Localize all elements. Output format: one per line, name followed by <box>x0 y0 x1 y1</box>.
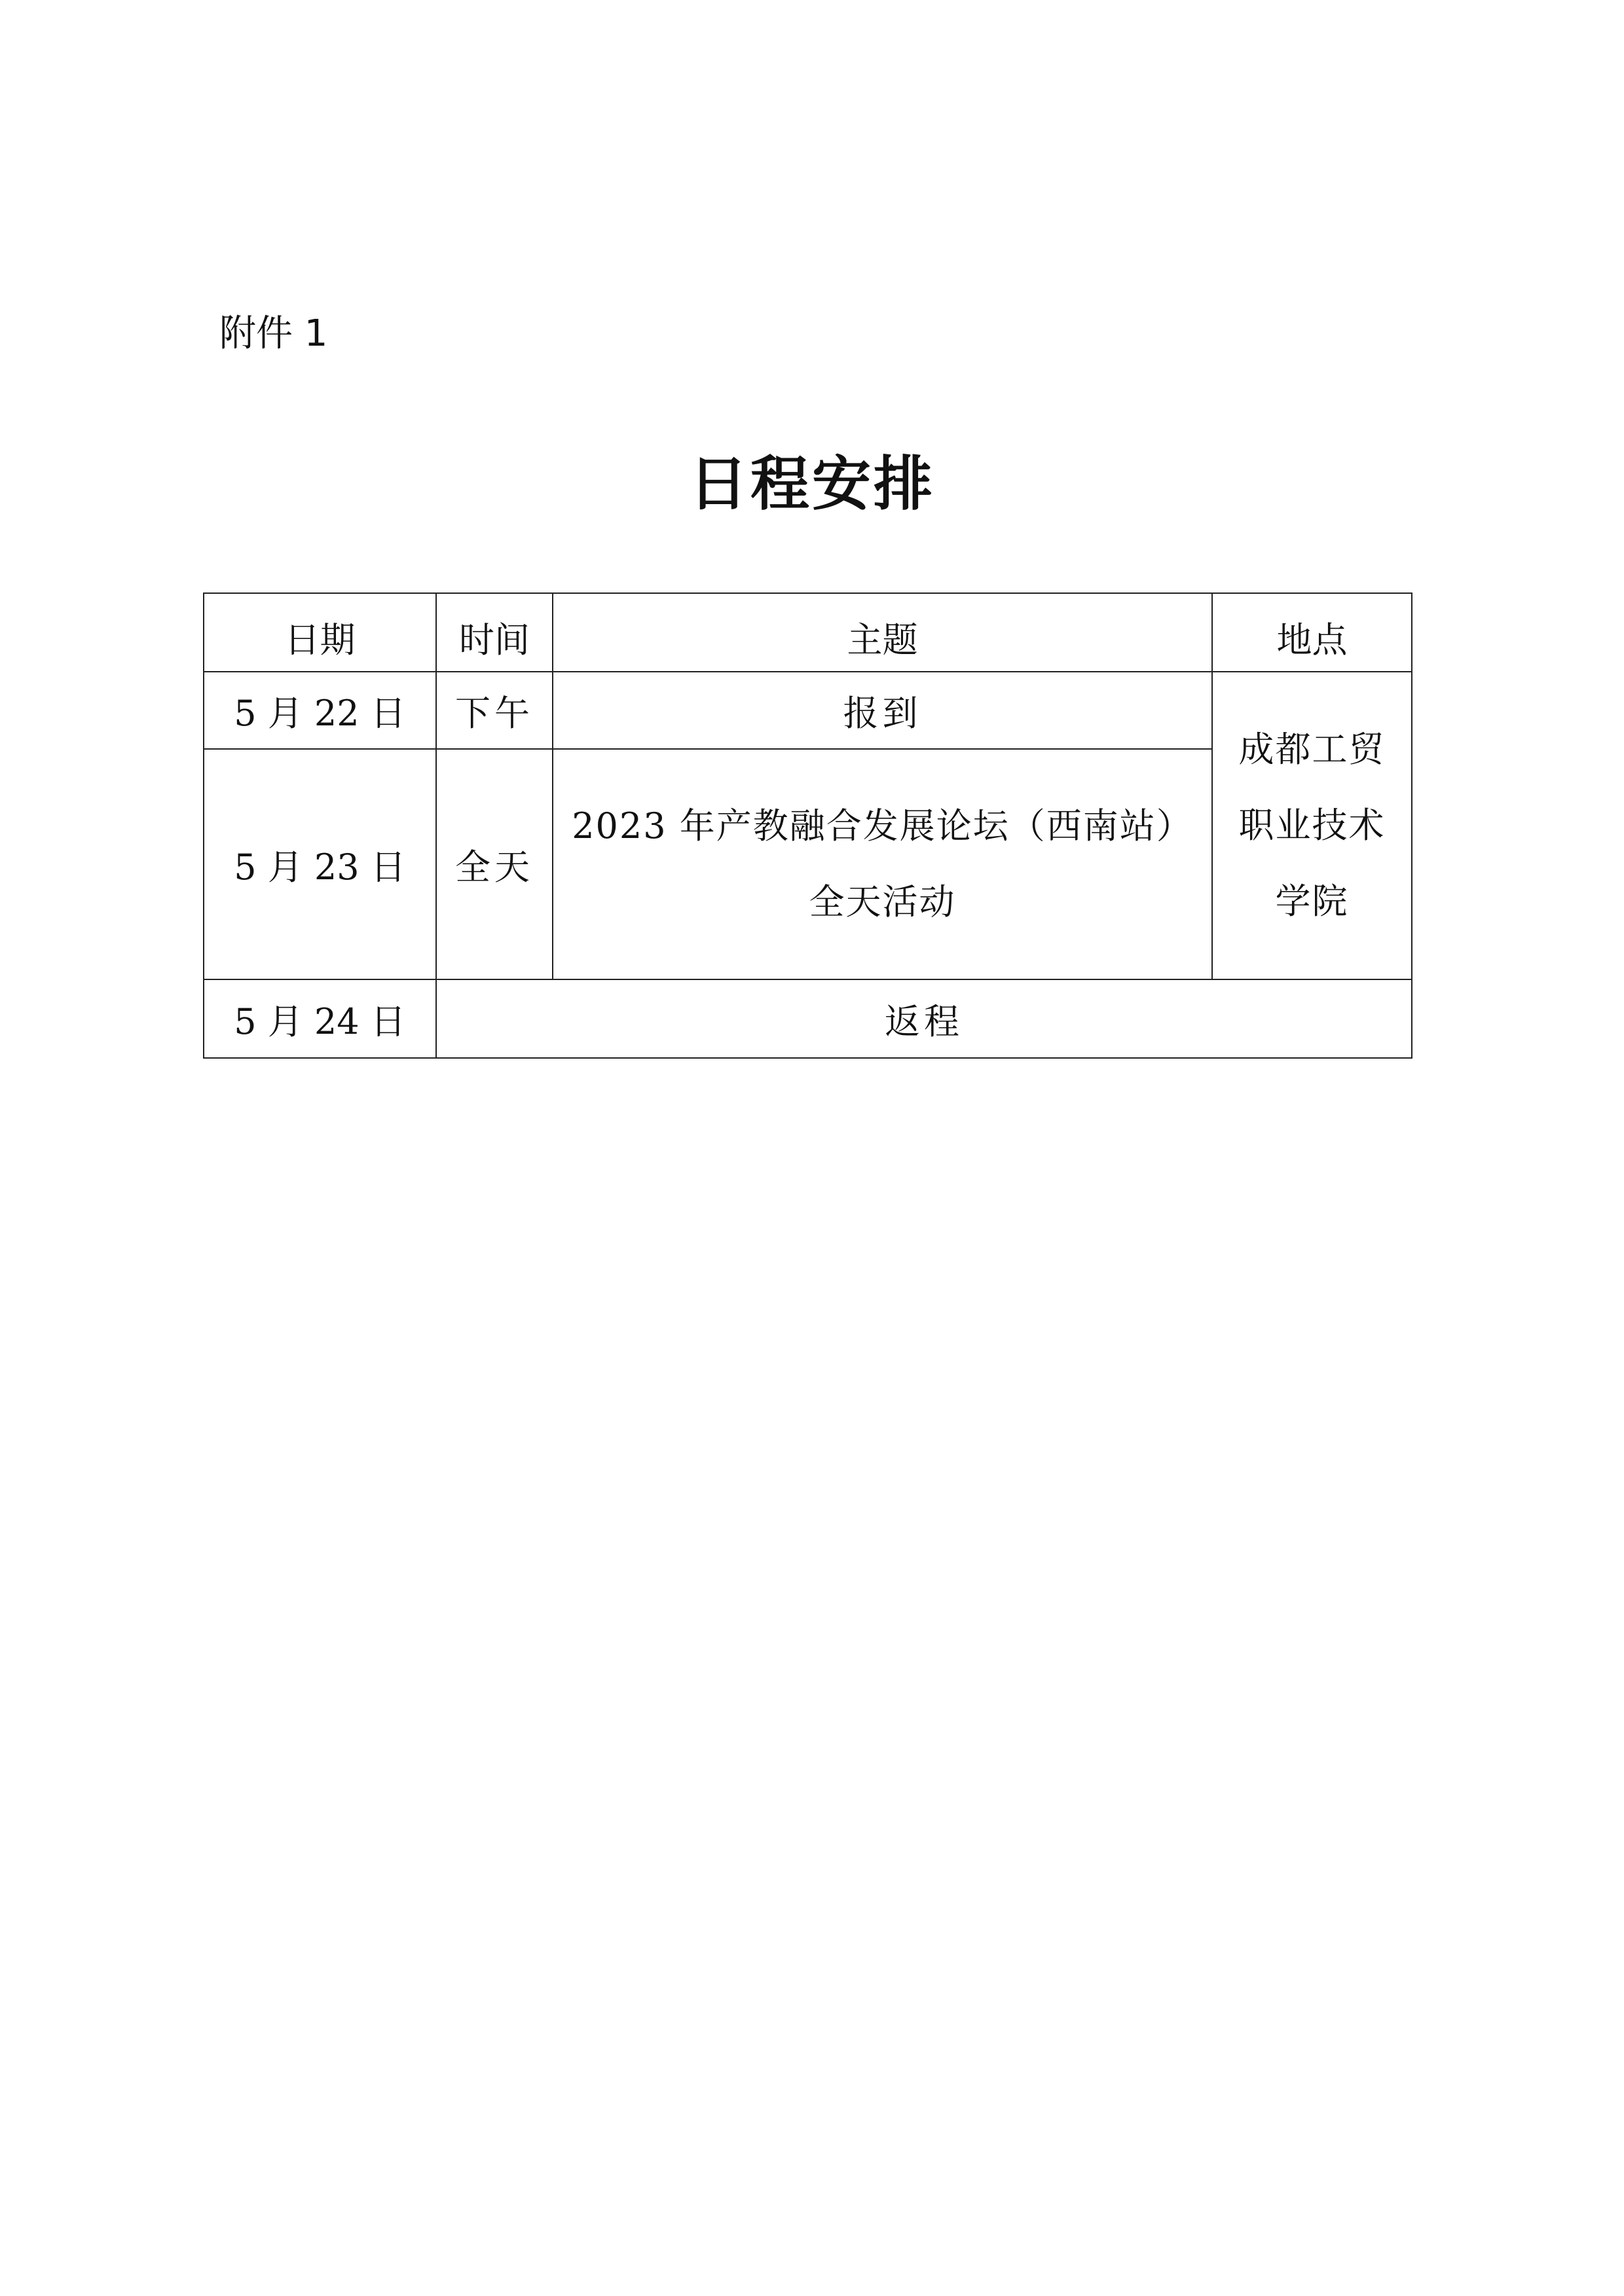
location-line-3: 学院 <box>1275 881 1349 922</box>
cell-date: 5 月 23 日 <box>204 749 436 979</box>
header-date: 日期 <box>204 593 436 672</box>
topic-line-1: 2023 年产教融合发展论坛（西南站） <box>572 805 1193 847</box>
attachment-label: 附件 1 <box>219 312 328 355</box>
location-line-1: 成都工贸 <box>1238 729 1386 770</box>
header-topic: 主题 <box>553 593 1212 672</box>
page-title: 日程安排 <box>689 450 935 519</box>
header-time: 时间 <box>436 593 553 672</box>
schedule-table <box>203 592 1412 1059</box>
cell-topic: 返程 <box>436 979 1412 1058</box>
topic-line-2: 全天活动 <box>809 881 956 922</box>
cell-date: 5 月 22 日 <box>204 672 436 749</box>
table-header-row <box>204 593 1412 672</box>
cell-date: 5 月 24 日 <box>204 979 436 1058</box>
location-line-2: 职业技术 <box>1238 805 1386 846</box>
header-location: 地点 <box>1212 593 1412 672</box>
table-row <box>204 979 1412 1058</box>
cell-time: 下午 <box>436 672 553 749</box>
table-row <box>204 672 1412 749</box>
cell-location <box>1212 672 1412 979</box>
cell-time: 全天 <box>436 749 553 979</box>
cell-topic <box>553 749 1212 979</box>
cell-topic: 报到 <box>553 672 1212 749</box>
